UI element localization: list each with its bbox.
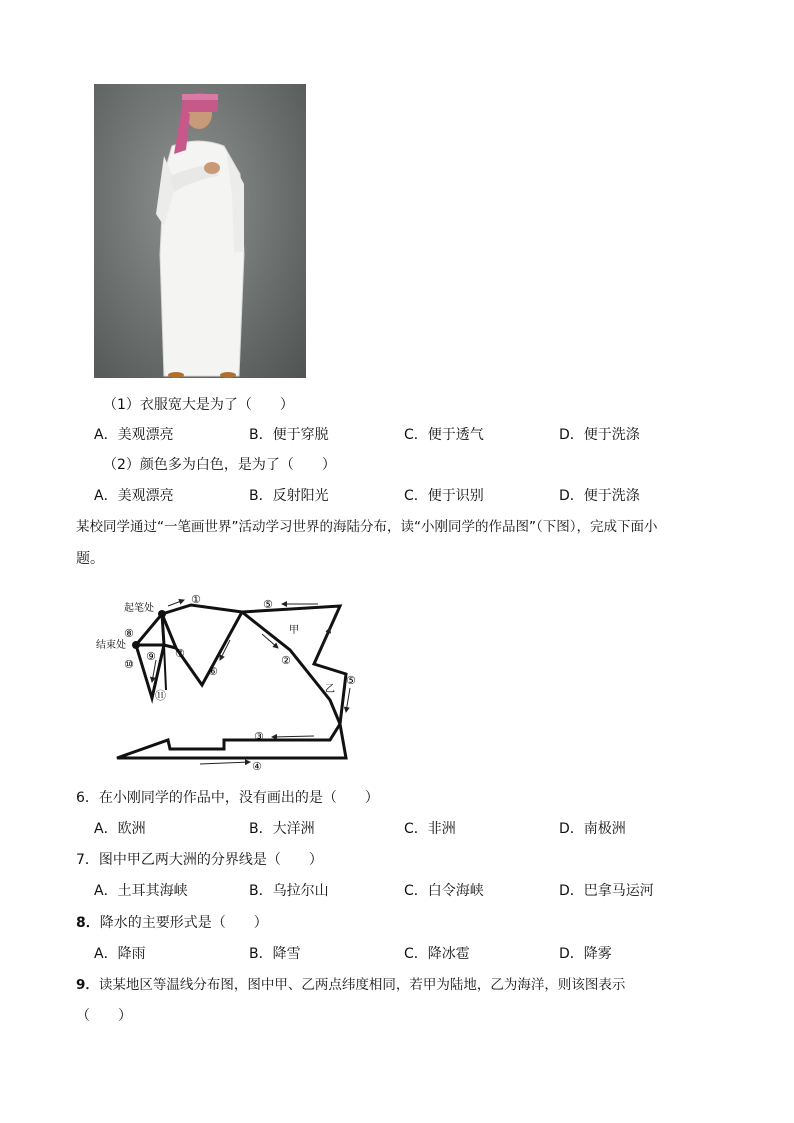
num-3: ③ — [254, 730, 264, 743]
q9-number: 9． — [76, 977, 99, 993]
q8-text: 降水的主要形式是（ ） — [99, 915, 268, 931]
num-11: ⑪ — [155, 689, 166, 702]
intro-line-1: 某校同学通过“一笔画世界”活动学习世界的海陆分布，读“小刚同学的作品图”（下图），完成下面小 — [76, 519, 658, 535]
num-7: ⑦ — [175, 647, 185, 660]
intro-line-2: 题。 — [76, 551, 104, 567]
arrow-5-right — [346, 688, 350, 712]
num-5-right: ⑤ — [346, 674, 356, 687]
q7-stem: 7．图中甲乙两大洲的分界线是（ ） — [76, 852, 323, 868]
one-stroke-world-diagram — [92, 586, 372, 776]
sub1-option-c[interactable]: C．便于透气 — [404, 427, 484, 443]
robe-photo — [94, 84, 306, 378]
q8-option-d[interactable]: D．降雾 — [559, 946, 612, 962]
q7-option-a[interactable]: A．土耳其海峡 — [94, 883, 188, 899]
q6-option-c[interactable]: C．非洲 — [404, 821, 456, 837]
num-4: ④ — [252, 760, 262, 773]
q9-stem-line-2: （ ） — [76, 1008, 132, 1024]
end-label: 结束处 — [96, 640, 126, 651]
num-9: ⑨ — [146, 650, 156, 663]
left-shape-3 — [164, 645, 166, 690]
arrow-1 — [168, 600, 184, 606]
left-shape-2 — [136, 645, 176, 648]
sub2-option-d[interactable]: D．便于洗涤 — [559, 488, 640, 504]
q6-option-b[interactable]: B．大洋洲 — [249, 821, 315, 837]
sub2-stem: （2）颜色多为白色，是为了（ ） — [103, 457, 336, 473]
q8-number: 8． — [76, 915, 100, 931]
sub1-stem: （1）衣服宽大是为了（ ） — [103, 397, 294, 413]
q7-option-d[interactable]: D．巴拿马运河 — [559, 883, 654, 899]
q8-option-a[interactable]: A．降雨 — [94, 946, 146, 962]
sub2-option-a[interactable]: A．美观漂亮 — [94, 488, 174, 504]
num-8: ⑧ — [124, 627, 134, 640]
sub1-option-b[interactable]: B．便于穿脱 — [249, 427, 329, 443]
start-dot — [158, 610, 166, 618]
sub1-option-d[interactable]: D．便于洗涤 — [559, 427, 640, 443]
q6-option-a[interactable]: A．欧洲 — [94, 821, 146, 837]
q6-option-d[interactable]: D．南极洲 — [559, 821, 626, 837]
q7-option-c[interactable]: C．白令海峡 — [404, 883, 484, 899]
num-10: ⑩ — [124, 658, 134, 671]
q8-option-b[interactable]: B．降雪 — [249, 946, 301, 962]
end-dot — [132, 641, 140, 649]
arrow-3 — [272, 736, 314, 737]
q7-option-b[interactable]: B．乌拉尔山 — [249, 883, 329, 899]
sub1-option-a[interactable]: A．美观漂亮 — [94, 427, 174, 443]
robe-man-illustration — [94, 84, 306, 378]
arrow-2 — [262, 634, 278, 648]
q6-stem: 6．在小刚同学的作品中，没有画出的是（ ） — [76, 790, 379, 806]
sub2-option-c[interactable]: C．便于识别 — [404, 488, 484, 504]
label-jia: 甲 — [289, 625, 299, 636]
arrow-right — [322, 628, 330, 648]
start-label: 起笔处 — [124, 603, 154, 614]
sub2-option-b[interactable]: B．反射阳光 — [249, 488, 329, 504]
q8-option-c[interactable]: C．降冰雹 — [404, 946, 470, 962]
q9-stem — [76, 975, 625, 995]
num-5-top: ⑤ — [263, 598, 273, 611]
q9-text: 读某地区等温线分布图，图中甲、乙两点纬度相同，若甲为陆地，乙为海洋，则该图表示 — [98, 977, 626, 993]
num-2: ② — [281, 654, 291, 667]
num-6: ⑥ — [208, 665, 218, 678]
arrow-4 — [200, 762, 250, 764]
num-1: ① — [191, 593, 201, 606]
q8-stem — [76, 913, 268, 933]
label-yi: 乙 — [325, 684, 335, 695]
